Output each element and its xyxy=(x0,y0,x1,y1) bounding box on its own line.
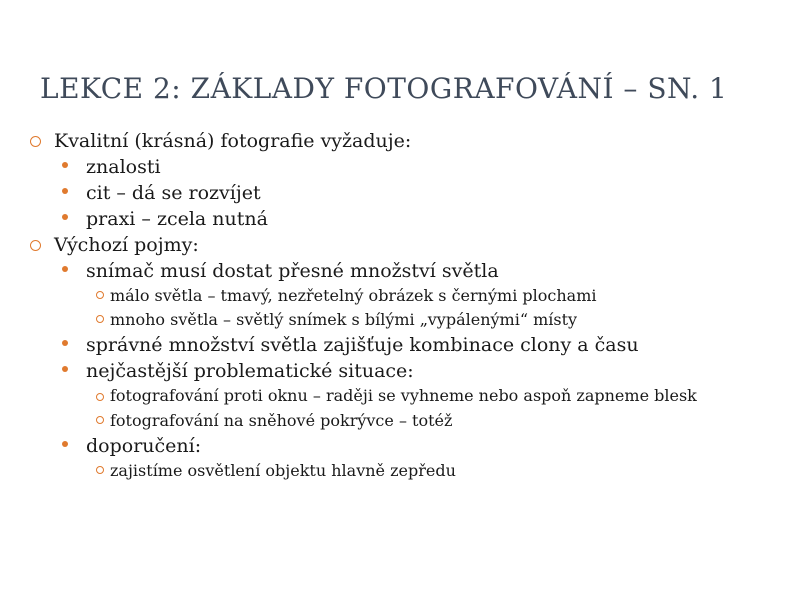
small-circle-bullet-icon xyxy=(96,393,104,401)
slide-title: LEKCE 2: ZÁKLADY FOTOGRAFOVÁNÍ – SN. 1 xyxy=(40,72,728,105)
filled-dot-bullet-icon xyxy=(62,214,68,220)
bullet-text: doporučení: xyxy=(86,435,202,457)
small-circle-bullet-icon xyxy=(96,416,104,424)
bullet-text: fotografování proti oknu – raději se vyhneme nebo aspoň zapneme blesk xyxy=(110,386,697,405)
bullet-text: málo světla – tmavý, nezřetelný obrázek s černými plochami xyxy=(110,286,597,305)
bullet-item xyxy=(30,358,770,384)
hollow-circle-bullet-icon xyxy=(30,136,41,147)
bullet-text: fotografování na sněhové pokrývce – totéž xyxy=(110,411,453,430)
bullet-item xyxy=(30,332,770,358)
small-circle-bullet-icon xyxy=(96,466,104,474)
bullet-text: Výchozí pojmy: xyxy=(54,234,199,256)
filled-dot-bullet-icon xyxy=(62,366,68,372)
bullet-item xyxy=(30,284,770,308)
bullet-item xyxy=(30,128,770,154)
filled-dot-bullet-icon xyxy=(62,441,68,447)
small-circle-bullet-icon xyxy=(96,315,104,323)
bullet-item xyxy=(30,409,770,433)
bullet-item xyxy=(30,154,770,180)
bullet-item xyxy=(30,206,770,232)
small-circle-bullet-icon xyxy=(96,291,104,299)
bullet-item xyxy=(30,258,770,284)
filled-dot-bullet-icon xyxy=(62,162,68,168)
hollow-circle-bullet-icon xyxy=(30,240,41,251)
bullet-text: snímač musí dostat přesné množství světla xyxy=(86,260,499,282)
bullet-item xyxy=(30,308,770,332)
filled-dot-bullet-icon xyxy=(62,340,68,346)
bullet-text: nejčastější problematické situace: xyxy=(86,360,414,382)
bullet-item xyxy=(30,459,770,483)
bullet-text: znalosti xyxy=(86,156,161,178)
bullet-text: mnoho světla – světlý snímek s bílými „vypálenými“ místy xyxy=(110,310,578,329)
slide-content xyxy=(30,128,770,483)
bullet-item xyxy=(30,232,770,258)
bullet-text: praxi – zcela nutná xyxy=(86,208,268,230)
filled-dot-bullet-icon xyxy=(62,188,68,194)
bullet-item xyxy=(30,433,770,459)
bullet-text: správné množství světla zajišťuje kombinace clony a času xyxy=(86,334,639,356)
bullet-item xyxy=(30,384,770,409)
bullet-text: Kvalitní (krásná) fotografie vyžaduje: xyxy=(54,130,412,152)
bullet-item xyxy=(30,180,770,206)
bullet-text: zajistíme osvětlení objektu hlavně zepředu xyxy=(110,461,456,480)
filled-dot-bullet-icon xyxy=(62,266,68,272)
bullet-text: cit – dá se rozvíjet xyxy=(86,182,261,204)
